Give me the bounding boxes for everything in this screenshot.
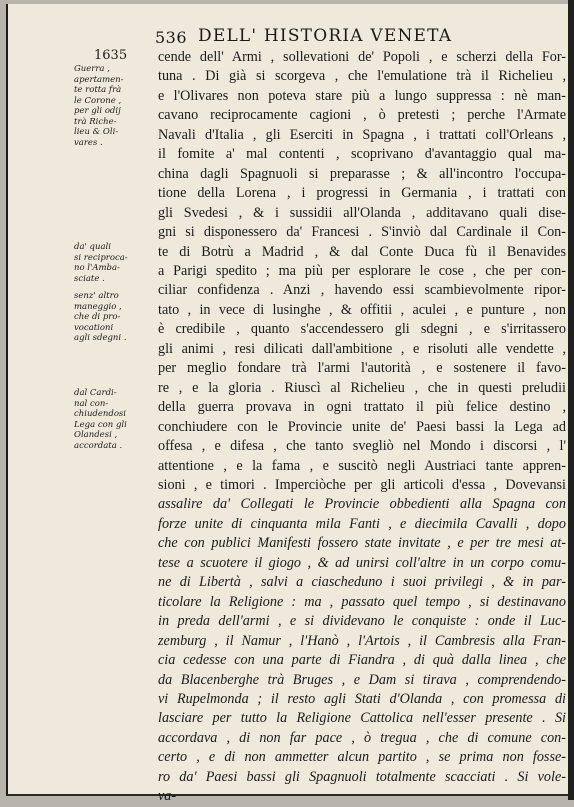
- text-line: offesa , e difesa , che tanto svegliò nel Mondo i discorsi , l': [158, 438, 566, 455]
- marginal-note-line: da' quali: [74, 242, 111, 252]
- marginal-note-line: lieu & Oli-: [74, 127, 119, 137]
- text-line: tione della Lorena , i progressi in Germania , i trattati con: [158, 185, 566, 202]
- text-line: a Parigi spedito ; ma più per esplorare le cose , che per con-: [158, 262, 566, 279]
- text-line: è credibile , quanto s'accendessero gli sdegni , e s'irritassero: [158, 321, 566, 338]
- marginal-note-line: Lega con gli: [74, 419, 127, 430]
- marginal-note-line: dal Cardi-: [74, 388, 117, 398]
- marginal-note: [74, 242, 154, 284]
- text-line: cavano reciprocamente cagioni , ò pretesti ; perche l'Armate: [158, 107, 566, 124]
- text-line: attentione , e la fama , e suscitò negli Austriaci tante appren-: [158, 457, 566, 474]
- text-line: gni si disponessero da' Francesi . S'inviò dal Cardinale il Con-: [158, 224, 566, 241]
- marginal-note: [74, 388, 154, 451]
- text-line: tato , in vece di lusinghe , & offitii , aculei , e punture , non: [158, 301, 566, 318]
- marginal-note-line: le Corone ,: [74, 95, 122, 106]
- marginal-note-line: trà Riche-: [74, 116, 117, 127]
- text-line: che con publici Manifesti fossero state invitate , e per tre mesi at-: [158, 535, 566, 552]
- text-line: lasciare per tutto la Religione Cattolica nell'esser presente . Si: [158, 710, 566, 727]
- text-line: assalire da' Collegati le Provincie obbedienti alla Spagna con: [158, 496, 566, 513]
- margin-year: 1635: [94, 48, 128, 63]
- marginal-note-line: apertamen-: [74, 74, 124, 85]
- text-line: ro da' Paesi bassi gli Spagnuoli totalmente scacciati . Si vole-: [158, 768, 566, 785]
- text-line: accordava , di non far pace , ò tregua , che di comune con-: [158, 729, 566, 746]
- marginal-note-line: accordata .: [74, 440, 123, 451]
- marginal-note-line: si reciproca-: [74, 252, 128, 263]
- marginal-note-line: senz' altro: [74, 291, 119, 301]
- marginal-note-line: che di pro-: [74, 312, 121, 322]
- text-line: certo , e di non ammetter alcun partito , se prima non fosse-: [158, 749, 566, 766]
- text-line: Navali d'Italia , gli Eserciti in Spagna , i trattati coll'Orleans ,: [158, 126, 566, 143]
- page-edge-shadow: [568, 0, 574, 800]
- text-line: tese a scuotere il giogo , & ad unirsi coll'altre in un corpo comu-: [158, 554, 566, 571]
- text-line: per meglio fondare trà l'armi l'autorità , e sostenere il favo-: [158, 360, 566, 377]
- text-line: te di Botrù a Madrid , & dal Conte Duca fù il Benavides: [158, 243, 566, 260]
- text-line: vi Rupelmonda ; il resto agli Stati d'Olanda , con promessa di: [158, 690, 566, 707]
- text-line: ne di Libertà , salvi a ciascheduno i suoi privilegi , & in par-: [158, 574, 566, 591]
- text-line: il fomite a' mal contenti , scoprivano d'avantaggio qual ma-: [158, 146, 566, 163]
- marginal-note-line: per gli odij: [74, 106, 121, 116]
- text-line: della guerra provava in ogni trattato il più felice destino ,: [158, 399, 566, 416]
- marginal-note-line: vares .: [74, 137, 103, 148]
- marginal-note-line: chiudendosi: [74, 409, 127, 419]
- text-line: va-: [158, 788, 177, 805]
- text-line: china dagli Spagnuoli si preparasse ; & all'incontro l'occupa-: [158, 165, 566, 182]
- marginal-note-line: maneggio ,: [74, 301, 122, 312]
- text-line: e l'Olivares non poteva stare più a lungo suppressa : nè man-: [158, 87, 566, 104]
- text-line: ticolare la Religione : ma , passato quel tempo , si destinavano: [158, 593, 566, 610]
- body-text: [158, 48, 566, 807]
- text-line: cende dell' Armi , sollevationi de' Popoli , e scherzi della For-: [158, 49, 566, 65]
- text-line: ciliar confidenza . Anzi , havendo essi scambievolmente ripor-: [158, 282, 566, 299]
- marginal-note-line: agli sdegni .: [74, 333, 127, 343]
- text-line: conchiudere con le Provincie unite de' Paesi bassi la Lega ad: [158, 418, 566, 435]
- book-page: [6, 4, 568, 805]
- marginal-note-line: te rotta frà: [74, 85, 122, 95]
- running-title: DELL' HISTORIA VENETA: [198, 26, 453, 46]
- text-line: re , e la gloria . Riuscì al Richelieu , che in questi preludii: [158, 379, 566, 396]
- marginal-note-line: no l'Amba-: [74, 263, 120, 273]
- marginal-note-line: Guerra ,: [74, 64, 110, 74]
- text-line: zemburg , il Namur , l'Hanò , l'Artois , il Cambresis alla Fran-: [158, 632, 566, 649]
- marginal-note-line: nal con-: [74, 398, 109, 409]
- text-line: gli animi , resi dilicati dall'ambitione , e risoluti alle vendette ,: [158, 340, 566, 357]
- text-line: cia cedesse con una parte di Fiandra , di quà dalla linea , che: [158, 652, 566, 669]
- text-line: gli Svedesi , & i sussidii all'Olanda , additavano quali dise-: [158, 204, 566, 221]
- marginal-note-line: vocationi: [74, 322, 114, 333]
- marginal-note-line: Olandesi ,: [74, 430, 118, 440]
- text-line: sioni , e timori . Imperciòche per gli articoli d'essa , Dovevansi: [158, 476, 566, 493]
- marginal-note: [74, 64, 154, 148]
- text-line: tuna . Di già si scorgeva , che l'emulatione trà il Richelieu ,: [158, 68, 566, 85]
- text-line: forze unite di cinquanta mila Fanti , e diecimila Cavalli , dopo: [158, 515, 566, 532]
- marginal-note-line: sciate .: [74, 273, 105, 284]
- marginal-note: [74, 291, 154, 344]
- text-line: da Blacenberghe trà Bruges , e Dam si tirava , comprendendo-: [158, 671, 566, 688]
- text-line: in preda dell'armi , e si dividevano le conquiste : onde il Luc-: [158, 613, 566, 630]
- page-number: 536: [155, 28, 188, 47]
